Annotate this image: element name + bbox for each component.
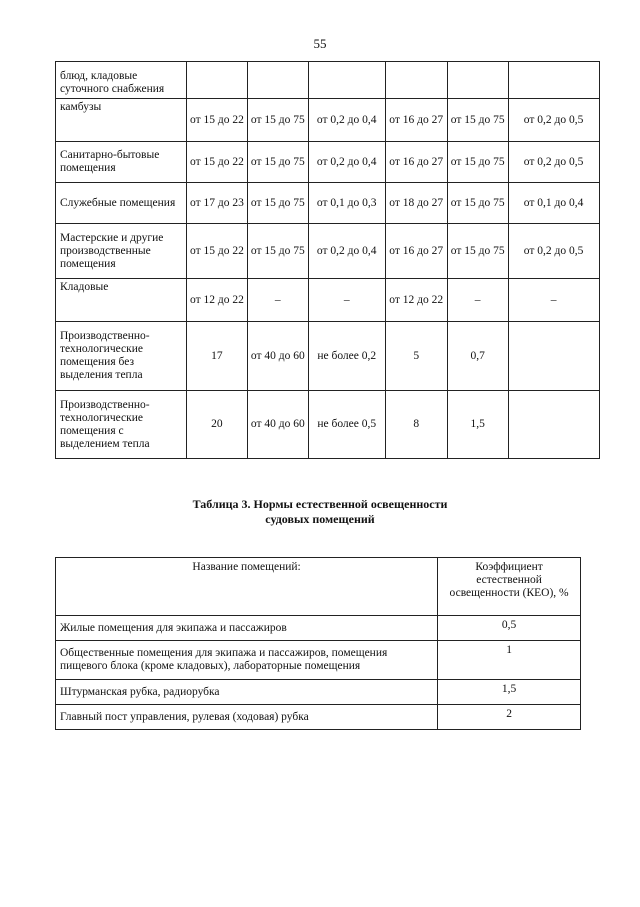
table-row bbox=[56, 391, 600, 459]
value-cell: 8 bbox=[385, 391, 447, 459]
value-cell: – bbox=[308, 279, 385, 322]
value-cell bbox=[508, 62, 599, 99]
natural-light-table bbox=[55, 557, 581, 730]
table-row bbox=[56, 224, 600, 279]
table-row bbox=[56, 99, 600, 142]
header-keo: Коэффициент естественной освещенности (КЕО), % bbox=[438, 558, 581, 616]
value-cell: от 40 до 60 bbox=[247, 391, 308, 459]
value-cell: от 0,2 до 0,4 bbox=[308, 99, 385, 142]
climate-norms-table bbox=[55, 61, 600, 459]
value-cell bbox=[308, 62, 385, 99]
value-cell: от 0,2 до 0,5 bbox=[508, 142, 599, 183]
value-cell: от 15 до 75 bbox=[447, 99, 508, 142]
table-row bbox=[56, 641, 581, 680]
value-cell: 20 bbox=[187, 391, 248, 459]
table-row bbox=[56, 142, 600, 183]
value-cell: от 15 до 75 bbox=[447, 224, 508, 279]
value-cell: от 0,1 до 0,3 bbox=[308, 183, 385, 224]
value-cell: – bbox=[247, 279, 308, 322]
value-cell: от 40 до 60 bbox=[247, 322, 308, 391]
room-name-cell: Служебные помещения bbox=[56, 183, 187, 224]
value-cell: 5 bbox=[385, 322, 447, 391]
keo-value-cell: 1 bbox=[438, 641, 581, 680]
value-cell: от 16 до 27 bbox=[385, 142, 447, 183]
room-name-cell: Общественные помещения для экипажа и пассажиров, помещения пищевого блока (кроме кладовых), лабораторные помещения bbox=[56, 641, 438, 680]
value-cell: от 0,2 до 0,5 bbox=[508, 99, 599, 142]
table-title bbox=[0, 497, 640, 527]
table-row bbox=[56, 705, 581, 730]
value-cell: от 15 до 22 bbox=[187, 99, 248, 142]
value-cell: от 12 до 22 bbox=[385, 279, 447, 322]
table-header-row bbox=[56, 558, 581, 616]
keo-value-cell: 1,5 bbox=[438, 680, 581, 705]
value-cell: от 15 до 75 bbox=[247, 142, 308, 183]
value-cell: от 0,2 до 0,5 bbox=[508, 224, 599, 279]
value-cell: от 12 до 22 bbox=[187, 279, 248, 322]
value-cell: от 17 до 23 bbox=[187, 183, 248, 224]
room-name-cell: Мастерские и другие производственные помещения bbox=[56, 224, 187, 279]
table-row bbox=[56, 322, 600, 391]
keo-value-cell: 0,5 bbox=[438, 616, 581, 641]
value-cell: от 0,1 до 0,4 bbox=[508, 183, 599, 224]
room-name-cell: Кладовые bbox=[56, 279, 187, 322]
value-cell: от 15 до 75 bbox=[247, 224, 308, 279]
value-cell bbox=[447, 62, 508, 99]
value-cell bbox=[508, 322, 599, 391]
header-room-name: Название помещений: bbox=[56, 558, 438, 616]
value-cell bbox=[385, 62, 447, 99]
table-row bbox=[56, 616, 581, 641]
room-name-cell: камбузы bbox=[56, 99, 187, 142]
value-cell: от 15 до 75 bbox=[447, 183, 508, 224]
value-cell: от 15 до 75 bbox=[247, 99, 308, 142]
value-cell: от 18 до 27 bbox=[385, 183, 447, 224]
value-cell: от 16 до 27 bbox=[385, 99, 447, 142]
value-cell: – bbox=[447, 279, 508, 322]
value-cell bbox=[187, 62, 248, 99]
value-cell: от 15 до 22 bbox=[187, 224, 248, 279]
value-cell: от 0,2 до 0,4 bbox=[308, 224, 385, 279]
room-name-cell: Штурманская рубка, радиорубка bbox=[56, 680, 438, 705]
value-cell: от 16 до 27 bbox=[385, 224, 447, 279]
value-cell: 17 bbox=[187, 322, 248, 391]
room-name-cell: блюд, кладовые суточного снабжения bbox=[56, 62, 187, 99]
table-row bbox=[56, 183, 600, 224]
value-cell: не более 0,5 bbox=[308, 391, 385, 459]
value-cell bbox=[247, 62, 308, 99]
page-number: 55 bbox=[313, 36, 327, 51]
value-cell: от 0,2 до 0,4 bbox=[308, 142, 385, 183]
keo-value-cell: 2 bbox=[438, 705, 581, 730]
room-name-cell: Главный пост управления, рулевая (ходовая) рубка bbox=[56, 705, 438, 730]
room-name-cell: Производственно-технологические помещения с выделением тепла bbox=[56, 391, 187, 459]
value-cell: не более 0,2 bbox=[308, 322, 385, 391]
room-name-cell: Жилые помещения для экипажа и пассажиров bbox=[56, 616, 438, 641]
room-name-cell: Санитарно-бытовые помещения bbox=[56, 142, 187, 183]
table-row bbox=[56, 680, 581, 705]
value-cell: – bbox=[508, 279, 599, 322]
table-title-line-2: судовых помещений bbox=[265, 512, 375, 526]
value-cell: от 15 до 75 bbox=[447, 142, 508, 183]
value-cell: от 15 до 75 bbox=[247, 183, 308, 224]
table-title-line-1: Таблица 3. Нормы естественной освещенности bbox=[192, 497, 448, 511]
room-name-cell: Производственно-технологические помещения без выделения тепла bbox=[56, 322, 187, 391]
table-row bbox=[56, 62, 600, 99]
value-cell bbox=[508, 391, 599, 459]
value-cell: 1,5 bbox=[447, 391, 508, 459]
value-cell: от 15 до 22 bbox=[187, 142, 248, 183]
table-row bbox=[56, 279, 600, 322]
value-cell: 0,7 bbox=[447, 322, 508, 391]
